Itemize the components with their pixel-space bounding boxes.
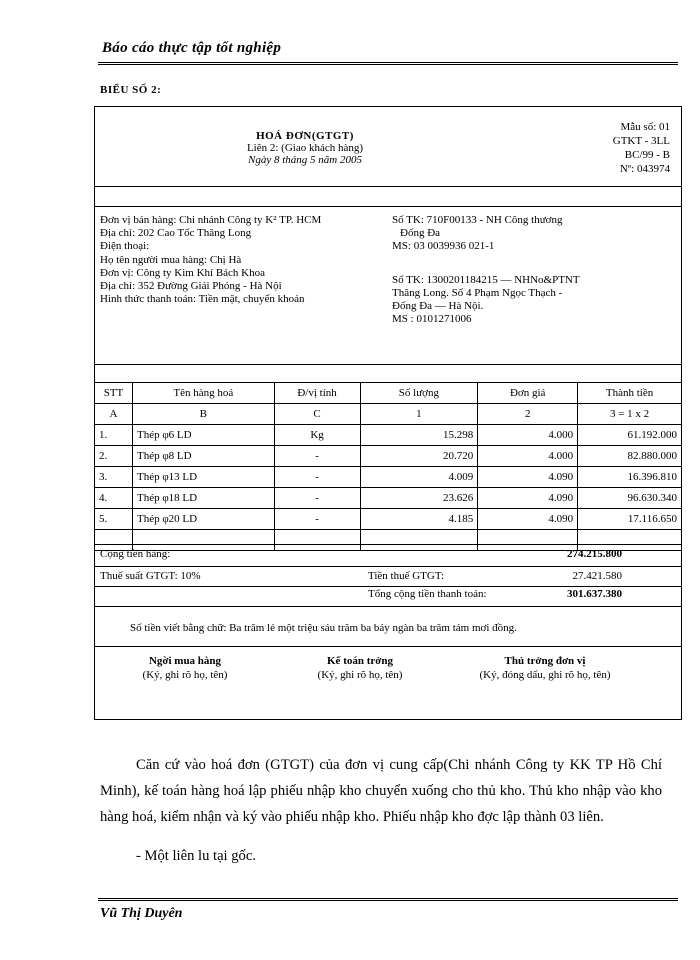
divider [94,364,682,365]
item-unit: - [274,509,360,530]
row-number: 2. [95,446,133,467]
goods-total-value: 274.215.800 [567,548,622,560]
signature-note: (Ký, ghi rõ họ, tên) [142,669,228,681]
column-header: Đ/vị tính [274,383,360,404]
item-amount: 61.192.000 [578,425,682,446]
column-header: Số lượng [360,383,478,404]
vat-amount-label: Tiền thuế GTGT: [368,570,445,582]
column-code: 3 = 1 x 2 [578,404,682,425]
item-price: 4.090 [478,509,578,530]
item-name: Thép φ8 LD [132,446,274,467]
payment-method: Hình thức thanh toán: Tiền mặt, chuyển khoản [100,293,305,306]
table-row [95,425,682,446]
invoice-form-info [613,120,670,176]
item-quantity: 4.185 [360,509,478,530]
divider [94,606,682,607]
buyer-signature [110,654,260,682]
item-name: Thép φ13 LD [132,467,274,488]
goods-total-label: Cộng tiền hàng: [100,548,171,560]
column-code: 2 [478,404,578,425]
row-number: 1. [95,425,133,446]
form-line: BC/99 - B [624,149,670,161]
buyer-bank-line: Đống Đa — Hà Nội. [392,300,484,313]
form-line: Mẫu số: 01 [620,121,670,133]
divider [94,566,682,567]
body-paragraph [100,752,662,830]
column-code: C [274,404,360,425]
invoice-date: Ngày 8 tháng 5 năm 2005 [248,154,362,166]
seller-address: Địa chỉ: 202 Cao Tốc Thăng Long [100,227,252,240]
invoice-copy: Liên 2: (Giao khách hàng) [246,142,364,154]
item-price: 4.090 [478,488,578,509]
seller-phone: Điện thoại: [100,240,150,253]
form-number-label: BIỂU SỐ 2: [100,84,162,96]
item-name: Thép φ20 LD [132,509,274,530]
invoice-title: HOÁ ĐƠN(GTGT) [256,130,354,142]
signature-note: (Ký, ghi rõ họ, tên) [317,669,403,681]
body-text: Căn cứ vào hoá đơn (GTGT) của đơn vị cung cấp(Chi nhánh Công ty KK TP Hồ Chí Minh), kế toán hàng hoá lập phiếu nhập kho chuyển xuống cho thủ kho. Thủ kho nhập vào kho hàng hoá, kiểm nhận và ký vào phiếu nhập kho. Phiếu nhập kho đợc lập thành 03 liên. [100,757,662,825]
item-quantity: 23.626 [360,488,478,509]
invoice-heading [200,130,410,166]
seller-bank-branch: Đống Đa [400,227,441,240]
divider [94,186,682,187]
item-amount: 82.880.000 [578,446,682,467]
item-quantity: 4.009 [360,467,478,488]
row-number: 4. [95,488,133,509]
page-header [98,38,678,65]
item-name: Thép φ6 LD [132,425,274,446]
item-amount: 16.396.810 [578,467,682,488]
item-unit: - [274,488,360,509]
column-code: A [95,404,133,425]
signature-title: Thủ trởng đơn vị [504,655,586,667]
column-header: Đơn giá [478,383,578,404]
report-title: Báo cáo thực tập tốt nghiệp [102,40,282,56]
item-quantity: 20.720 [360,446,478,467]
item-price: 4.090 [478,467,578,488]
buyer-name: Họ tên người mua hàng: Chị Hà [100,253,242,266]
accountant-signature [285,654,435,682]
item-quantity: 15.298 [360,425,478,446]
footer-rule [98,898,678,901]
form-line: GTKT - 3LL [612,135,670,147]
item-name: Thép φ18 LD [132,488,274,509]
table-row [95,488,682,509]
items-table [94,382,682,551]
buyer-tax-code: MS : 0101271006 [392,313,472,326]
table-row [95,446,682,467]
buyer-address: Địa chỉ: 352 Đường Giải Phóng - Hà Nội [100,280,282,293]
vat-amount-value: 27.421.580 [572,570,622,582]
column-code: 1 [360,404,478,425]
vat-rate: Thuế suất GTGT: 10% [100,570,201,582]
row-number: 3. [95,467,133,488]
item-unit: - [274,446,360,467]
signature-title: Kế toán trởng [327,655,393,667]
divider [94,544,682,545]
seller-account: Số TK: 710F00133 - NH Công thương [392,214,563,226]
table-row [95,509,682,530]
buyer-unit: Đơn vị: Công ty Kim Khí Bách Khoa [100,266,265,279]
divider [94,586,682,587]
seller-name: Đơn vị bán hàng: Chi nhánh Công ty K² TP. HCM [100,214,322,226]
signature-title: Ngời mua hàng [148,655,222,667]
item-amount: 17.116.650 [578,509,682,530]
signature-note: (Ký, đóng dấu, ghi rõ họ, tên) [479,669,611,681]
column-header: Thành tiền [578,383,682,404]
table-row [95,467,682,488]
director-signature [455,654,635,682]
party-info-left [100,214,321,306]
column-code: B [132,404,274,425]
column-header: STT [95,383,133,404]
divider [94,206,682,207]
seller-tax-code: MS: 03 0039936 021-1 [392,240,495,253]
item-amount: 96.630.340 [578,488,682,509]
author-name: Vũ Thị Duyên [100,906,183,921]
buyer-account: Số TK: 1300201184215 — NHNo&PTNT [392,273,580,286]
bullet-item: - Một liên lu tại gốc. [136,848,256,864]
grand-total-value: 301.637.380 [567,588,622,600]
column-header: Tên hàng hoá [132,383,274,404]
divider [94,646,682,647]
party-info-right [392,214,628,326]
table-code-row [95,404,682,425]
item-unit: Kg [274,425,360,446]
buyer-bank-line: Thăng Long. Số 4 Phạm Ngọc Thạch - [392,286,563,299]
item-unit: - [274,467,360,488]
item-price: 4.000 [478,425,578,446]
table-header-row [95,383,682,404]
form-line: Nº: 043974 [619,163,670,175]
amount-in-words: Số tiền viết bằng chữ: Ba trăm lẻ một triệu sáu trăm ba bảy ngàn ba trăm tám mơi đồng. [130,622,517,634]
row-number: 5. [95,509,133,530]
grand-total-label: Tổng cộng tiền thanh toán: [368,588,487,600]
item-price: 4.000 [478,446,578,467]
